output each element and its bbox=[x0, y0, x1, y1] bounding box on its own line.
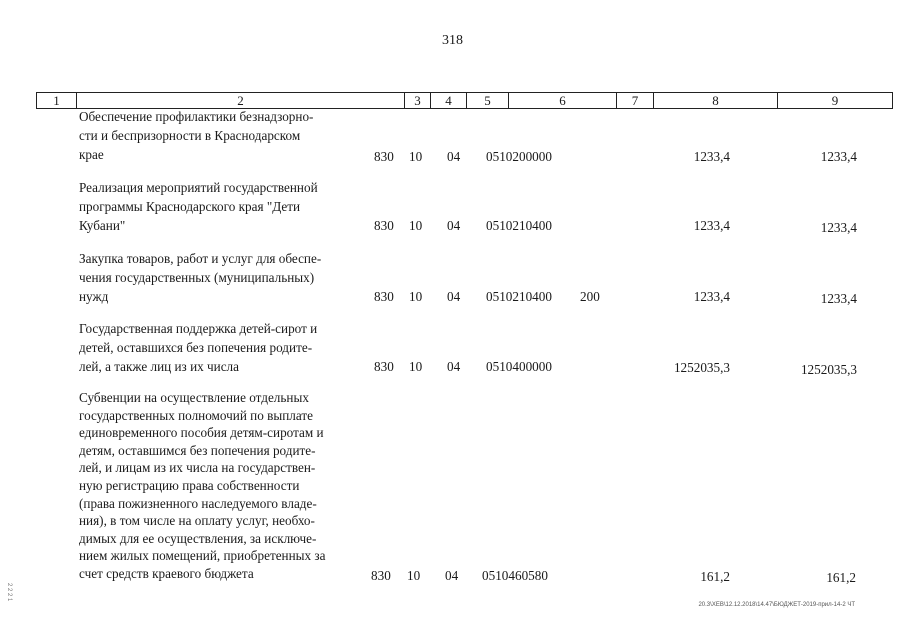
cell-col-7: 200 bbox=[580, 289, 600, 304]
row-description: Субвенции на осуществление отдельных государственных полномочий по выплате единовременного пособия детям-сиротам и детям, оставшимся без попечения родите- лей, и лицам из их числа на государствен- ную регистрацию права собственности (права пожизненного наследуемого владе- ния), в том числе на оплату услуг, необхо- димых для ее осуществления, за исключе- нием жилых помещений, приобретенных за счет средств краевого бюджета bbox=[79, 390, 326, 581]
cell-col-4: 10 bbox=[409, 149, 423, 164]
cell-col-3: 830 bbox=[374, 149, 394, 164]
cell-col-3: 830 bbox=[374, 289, 394, 304]
row-description: Государственная поддержка детей-сирот и детей, оставшихся без попечения родите- лей, а также лиц из их числа bbox=[79, 321, 318, 374]
header-col-4: 4 bbox=[431, 93, 467, 108]
header-col-5: 5 bbox=[467, 93, 509, 108]
cell-col-4: 10 bbox=[407, 568, 421, 583]
cell-col-9: 1233,4 bbox=[820, 291, 857, 306]
cell-col-9: 161,2 bbox=[826, 570, 856, 585]
cell-col-8: 1233,4 bbox=[693, 289, 730, 304]
header-col-2: 2 bbox=[77, 93, 405, 108]
cell-col-3: 830 bbox=[374, 359, 394, 374]
header-col-9: 9 bbox=[831, 93, 839, 108]
cell-col-4: 10 bbox=[409, 289, 423, 304]
header-col-6: 6 bbox=[509, 93, 617, 108]
header-col-8: 8 bbox=[654, 93, 778, 108]
row-description: Обеспечение профилактики безнадзорно- сти и беспризорности в Краснодарском крае bbox=[79, 109, 314, 162]
cell-col-4: 10 bbox=[409, 218, 423, 233]
header-col-3: 3 bbox=[405, 93, 431, 108]
cell-col-9: 1233,4 bbox=[820, 220, 857, 235]
cell-col-8: 1233,4 bbox=[693, 149, 730, 164]
cell-col-8: 161,2 bbox=[700, 569, 730, 584]
cell-col-3: 830 bbox=[371, 568, 391, 583]
cell-col-6: 0510210400 bbox=[486, 289, 552, 304]
cell-col-5: 04 bbox=[445, 568, 459, 583]
cell-col-9: 1252035,3 bbox=[800, 362, 857, 377]
cell-col-6: 0510460580 bbox=[482, 568, 548, 583]
margin-mark: 2 2 2 1 bbox=[6, 583, 12, 602]
cell-col-8: 1233,4 bbox=[693, 218, 730, 233]
footer-file-stamp: 20.3\ХЕВ\12.12.2018\14.47\БЮДЖЕТ-2019-прил-14-2 ЧТ bbox=[698, 602, 855, 608]
header-col-7: 7 bbox=[617, 93, 654, 108]
cell-col-5: 04 bbox=[447, 149, 461, 164]
page-number: 318 bbox=[442, 33, 463, 48]
header-col-1: 1 bbox=[37, 93, 77, 108]
cell-col-8: 1252035,3 bbox=[673, 360, 730, 375]
cell-col-5: 04 bbox=[447, 289, 461, 304]
cell-col-5: 04 bbox=[447, 359, 461, 374]
cell-col-4: 10 bbox=[409, 359, 423, 374]
cell-col-6: 0510210400 bbox=[486, 218, 552, 233]
cell-col-5: 04 bbox=[447, 218, 461, 233]
cell-col-6: 0510400000 bbox=[486, 359, 552, 374]
cell-col-9: 1233,4 bbox=[820, 149, 857, 164]
cell-col-6: 0510200000 bbox=[486, 149, 552, 164]
cell-col-3: 830 bbox=[374, 218, 394, 233]
row-description: Реализация мероприятий государственной программы Краснодарского края "Дети Кубани" bbox=[79, 180, 318, 233]
row-description: Закупка товаров, работ и услуг для обеспе- чения государственных (муниципальных) нужд bbox=[79, 251, 322, 304]
